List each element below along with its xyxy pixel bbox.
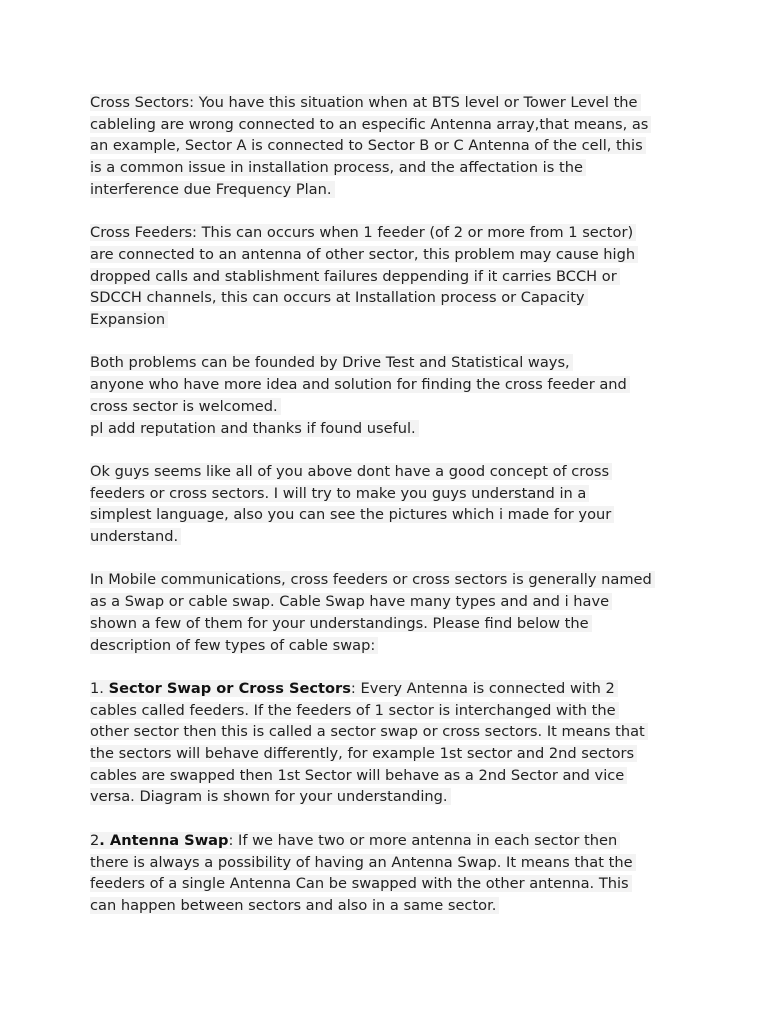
heading-antenna-swap: . Antenna Swap bbox=[99, 831, 229, 849]
paragraph-sector-swap bbox=[90, 678, 680, 808]
text-line: cross sector is welcomed. bbox=[90, 398, 281, 415]
text-line: dropped calls and stablishment failures deppending if it carries BCCH or bbox=[90, 268, 620, 285]
text-line: shown a few of them for your understandings. Please find below the bbox=[90, 615, 592, 632]
text-line: other sector then this is called a sector swap or cross sectors. It means that bbox=[90, 723, 648, 740]
text-line: simplest language, also you can see the pictures which i made for your bbox=[90, 506, 614, 523]
text-line: anyone who have more idea and solution for finding the cross feeder and bbox=[90, 376, 630, 393]
text-line: an example, Sector A is connected to Sector B or C Antenna of the cell, this bbox=[90, 137, 646, 154]
text-line: cables called feeders. If the feeders of 1 sector is interchanged with the bbox=[90, 702, 619, 719]
text-line: Ok guys seems like all of you above dont have a good concept of cross bbox=[90, 463, 612, 480]
text-line: understand. bbox=[90, 528, 181, 545]
text-line: interference due Frequency Plan. bbox=[90, 181, 335, 198]
text-line: Cross Feeders: This can occurs when 1 feeder (of 2 or more from 1 sector) bbox=[90, 224, 636, 241]
paragraph-ok-guys bbox=[90, 461, 680, 548]
paragraph-cross-sectors bbox=[90, 92, 680, 201]
text-line: there is always a possibility of having an Antenna Swap. It means that the bbox=[90, 854, 636, 871]
paragraph-cross-feeders bbox=[90, 222, 680, 331]
text-line: In Mobile communications, cross feeders or cross sectors is generally named bbox=[90, 571, 655, 588]
text-line: Both problems can be founded by Drive Test and Statistical ways, bbox=[90, 354, 573, 371]
text-line: feeders or cross sectors. I will try to make you guys understand in a bbox=[90, 485, 589, 502]
text-line: pl add reputation and thanks if found useful. bbox=[90, 420, 419, 437]
text-line: : Every Antenna is connected with 2 bbox=[350, 679, 615, 697]
text-line: can happen between sectors and also in a same sector. bbox=[90, 897, 499, 914]
text-line: description of few types of cable swap: bbox=[90, 637, 378, 654]
heading-sector-swap: Sector Swap or Cross Sectors bbox=[108, 679, 351, 697]
text-line: : If we have two or more antenna in each sector then bbox=[228, 831, 618, 849]
text-line: cableling are wrong connected to an especific Antenna array,that means, as bbox=[90, 116, 651, 133]
text-line: versa. Diagram is shown for your understanding. bbox=[90, 788, 451, 805]
list-number: 2 bbox=[90, 831, 100, 849]
text-line: cables are swapped then 1st Sector will behave as a 2nd Sector and vice bbox=[90, 767, 627, 784]
text-line: Cross Sectors: You have this situation when at BTS level or Tower Level the bbox=[90, 94, 641, 111]
text-line: SDCCH channels, this can occurs at Installation process or Capacity bbox=[90, 289, 588, 306]
text-line: are connected to an antenna of other sector, this problem may cause high bbox=[90, 246, 638, 263]
text-line: is a common issue in installation process, and the affectation is the bbox=[90, 159, 586, 176]
text-line: Expansion bbox=[90, 311, 168, 328]
paragraph-mobile-communications bbox=[90, 569, 680, 656]
list-number: 1. bbox=[90, 679, 109, 697]
paragraph-antenna-swap bbox=[90, 830, 680, 917]
text-line: as a Swap or cable swap. Cable Swap have many types and and i have bbox=[90, 593, 612, 610]
text-line: the sectors will behave differently, for example 1st sector and 2nd sectors bbox=[90, 745, 637, 762]
document-body bbox=[90, 92, 680, 938]
text-line: feeders of a single Antenna Can be swapped with the other antenna. This bbox=[90, 875, 632, 892]
paragraph-both-problems bbox=[90, 352, 680, 439]
